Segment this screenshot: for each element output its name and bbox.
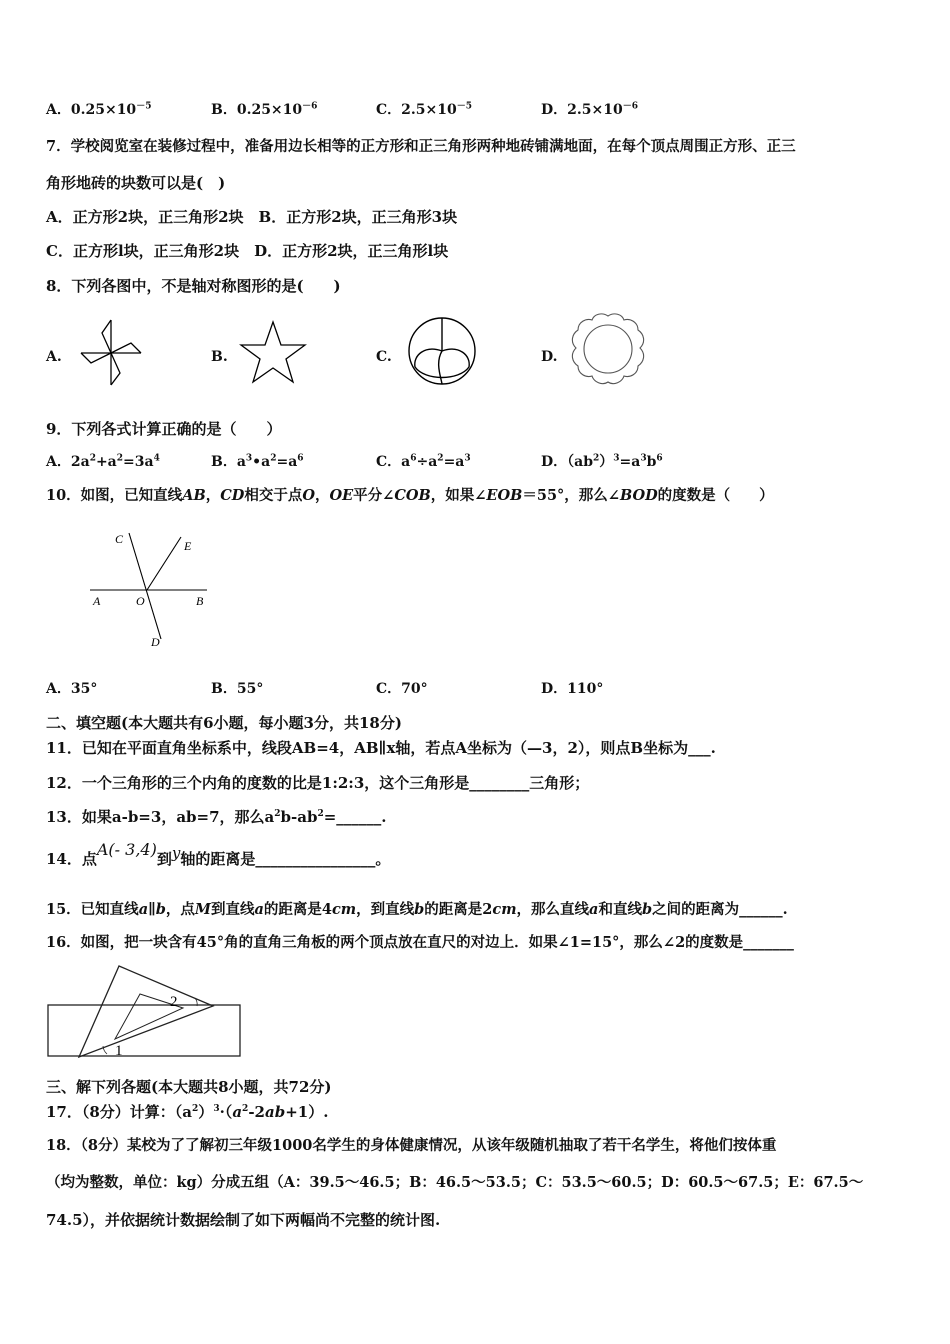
- star-figure: [238, 318, 308, 386]
- angle-1-label: 1: [115, 1043, 123, 1059]
- q13-stem: 13．如果a-b=3，ab=7，那么$a^2b-ab^2=\_\_\_\_\_\_$.: [46, 808, 387, 826]
- q6-option-a: A．$0.25\times 10^{-5}$: [46, 101, 152, 118]
- angle-2-label: 2: [170, 994, 178, 1010]
- q10-option-c: C．70°: [376, 681, 428, 697]
- q6-option-d: D．$2.5\times 10^{-6}$: [541, 101, 638, 118]
- q16-stem: 16．如图，把一块含有45°角的直角三角板的两个顶点放在直尺的对边上．如果∠1=15°，那么∠2的度数是_______: [46, 934, 794, 951]
- label-d: D: [151, 635, 160, 649]
- q18-line2: （均为整数，单位：kg）分成五组（A：39.5～46.5；B：46.5～53.5；C：53.5～60.5；D：60.5～67.5；E：67.5～: [46, 1174, 864, 1191]
- q9-option-d: D．$(ab^2)^3=a^3b^6$: [541, 453, 663, 470]
- label-c: C: [115, 532, 124, 546]
- q8-label-c: C.: [376, 349, 392, 365]
- section-2-heading: 二、填空题(本大题共有6小题，每小题3分，共18分): [46, 714, 402, 732]
- q16-figure: [45, 962, 245, 1060]
- q7-stem-line1: 7．学校阅览室在装修过程中，准备用边长相等的正方形和正三角形两种地砖铺满地面，在每个顶点周围正方形、正三: [46, 138, 796, 155]
- label-e: E: [184, 539, 192, 553]
- q8-label-b: B.: [211, 349, 228, 365]
- q18-line1: 18．（8分）某校为了了解初三年级1000名学生的身体健康情况，从该年级随机抽取了若干名学生，将他们按体重: [46, 1137, 777, 1154]
- q9-option-c: C．$a^6\div a^2=a^3$: [376, 453, 471, 470]
- q7-options-cd: C．正方形l块，正三角形2块 D．正方形2块，正三角形l块: [46, 242, 449, 260]
- q15-stem: 15．已知直线a∥b，点M到直线a的距离是4cm，到直线b的距离是2cm，那么直线a和直线b之间的距离为______.: [46, 901, 788, 918]
- q10-option-b: B．55°: [211, 681, 264, 697]
- q18-line3: 74.5），并依据统计数据绘制了如下两幅尚不完整的统计图.: [46, 1211, 441, 1229]
- triangle-outer: [79, 966, 213, 1057]
- circle-arcs-figure: [405, 315, 480, 387]
- q7-options-ab: A．正方形2块，正三角形2块 B．正方形2块，正三角形3块: [46, 208, 458, 226]
- q6-option-c: C．$2.5\times 10^{-5}$: [376, 101, 472, 118]
- q17-stem: 17．（8分）计算：$(a^2)^3\cdot(a^2-2ab+1)$.: [46, 1103, 329, 1121]
- q9-stem: 9．下列各式计算正确的是（ ）: [46, 420, 282, 438]
- q14-stem: 14．点A(- 3,4)到y轴的距离是________________。: [46, 840, 391, 868]
- line-cd: [129, 533, 161, 639]
- ruler: [48, 1005, 240, 1056]
- flower-figure: [568, 310, 648, 388]
- q8-label-a: A.: [46, 349, 62, 365]
- windmill-figure: [76, 315, 146, 390]
- section-3-heading: 三、解下列各题(本大题共8小题，共72分): [46, 1078, 332, 1096]
- q9-option-a: A．$2a^2+a^2=3a^4$: [46, 453, 160, 470]
- q9-option-b: B．$a^3•a^2=a^6$: [211, 453, 304, 470]
- label-a: A: [93, 594, 101, 608]
- label-b: B: [196, 594, 204, 608]
- q12-stem: 12．一个三角形的三个内角的度数的比是1:2:3，这个三角形是________三角形；: [46, 774, 590, 792]
- q10-option-a: A．35°: [46, 681, 98, 697]
- q8-label-d: D.: [541, 349, 558, 365]
- label-o: O: [136, 594, 145, 608]
- ray-oe: [147, 537, 181, 590]
- q7-stem-line2: 角形地砖的块数可以是( ): [46, 174, 226, 192]
- q6-option-b: B．$0.25\times 10^{-6}$: [211, 101, 318, 118]
- q10-figure: [85, 525, 215, 650]
- q8-stem: 8．下列各图中，不是轴对称图形的是( ): [46, 277, 341, 295]
- q10-stem: 10．如图，已知直线AB，CD相交于点O，OE平分∠COB，如果∠EOB＝55°，那么∠BOD的度数是（ ）: [46, 487, 774, 504]
- q10-option-d: D．110°: [541, 681, 604, 697]
- q11-stem: 11．已知在平面直角坐标系中，线段AB=4，AB∥x轴，若点A坐标为（—3，2），则点B坐标为___.: [46, 739, 716, 757]
